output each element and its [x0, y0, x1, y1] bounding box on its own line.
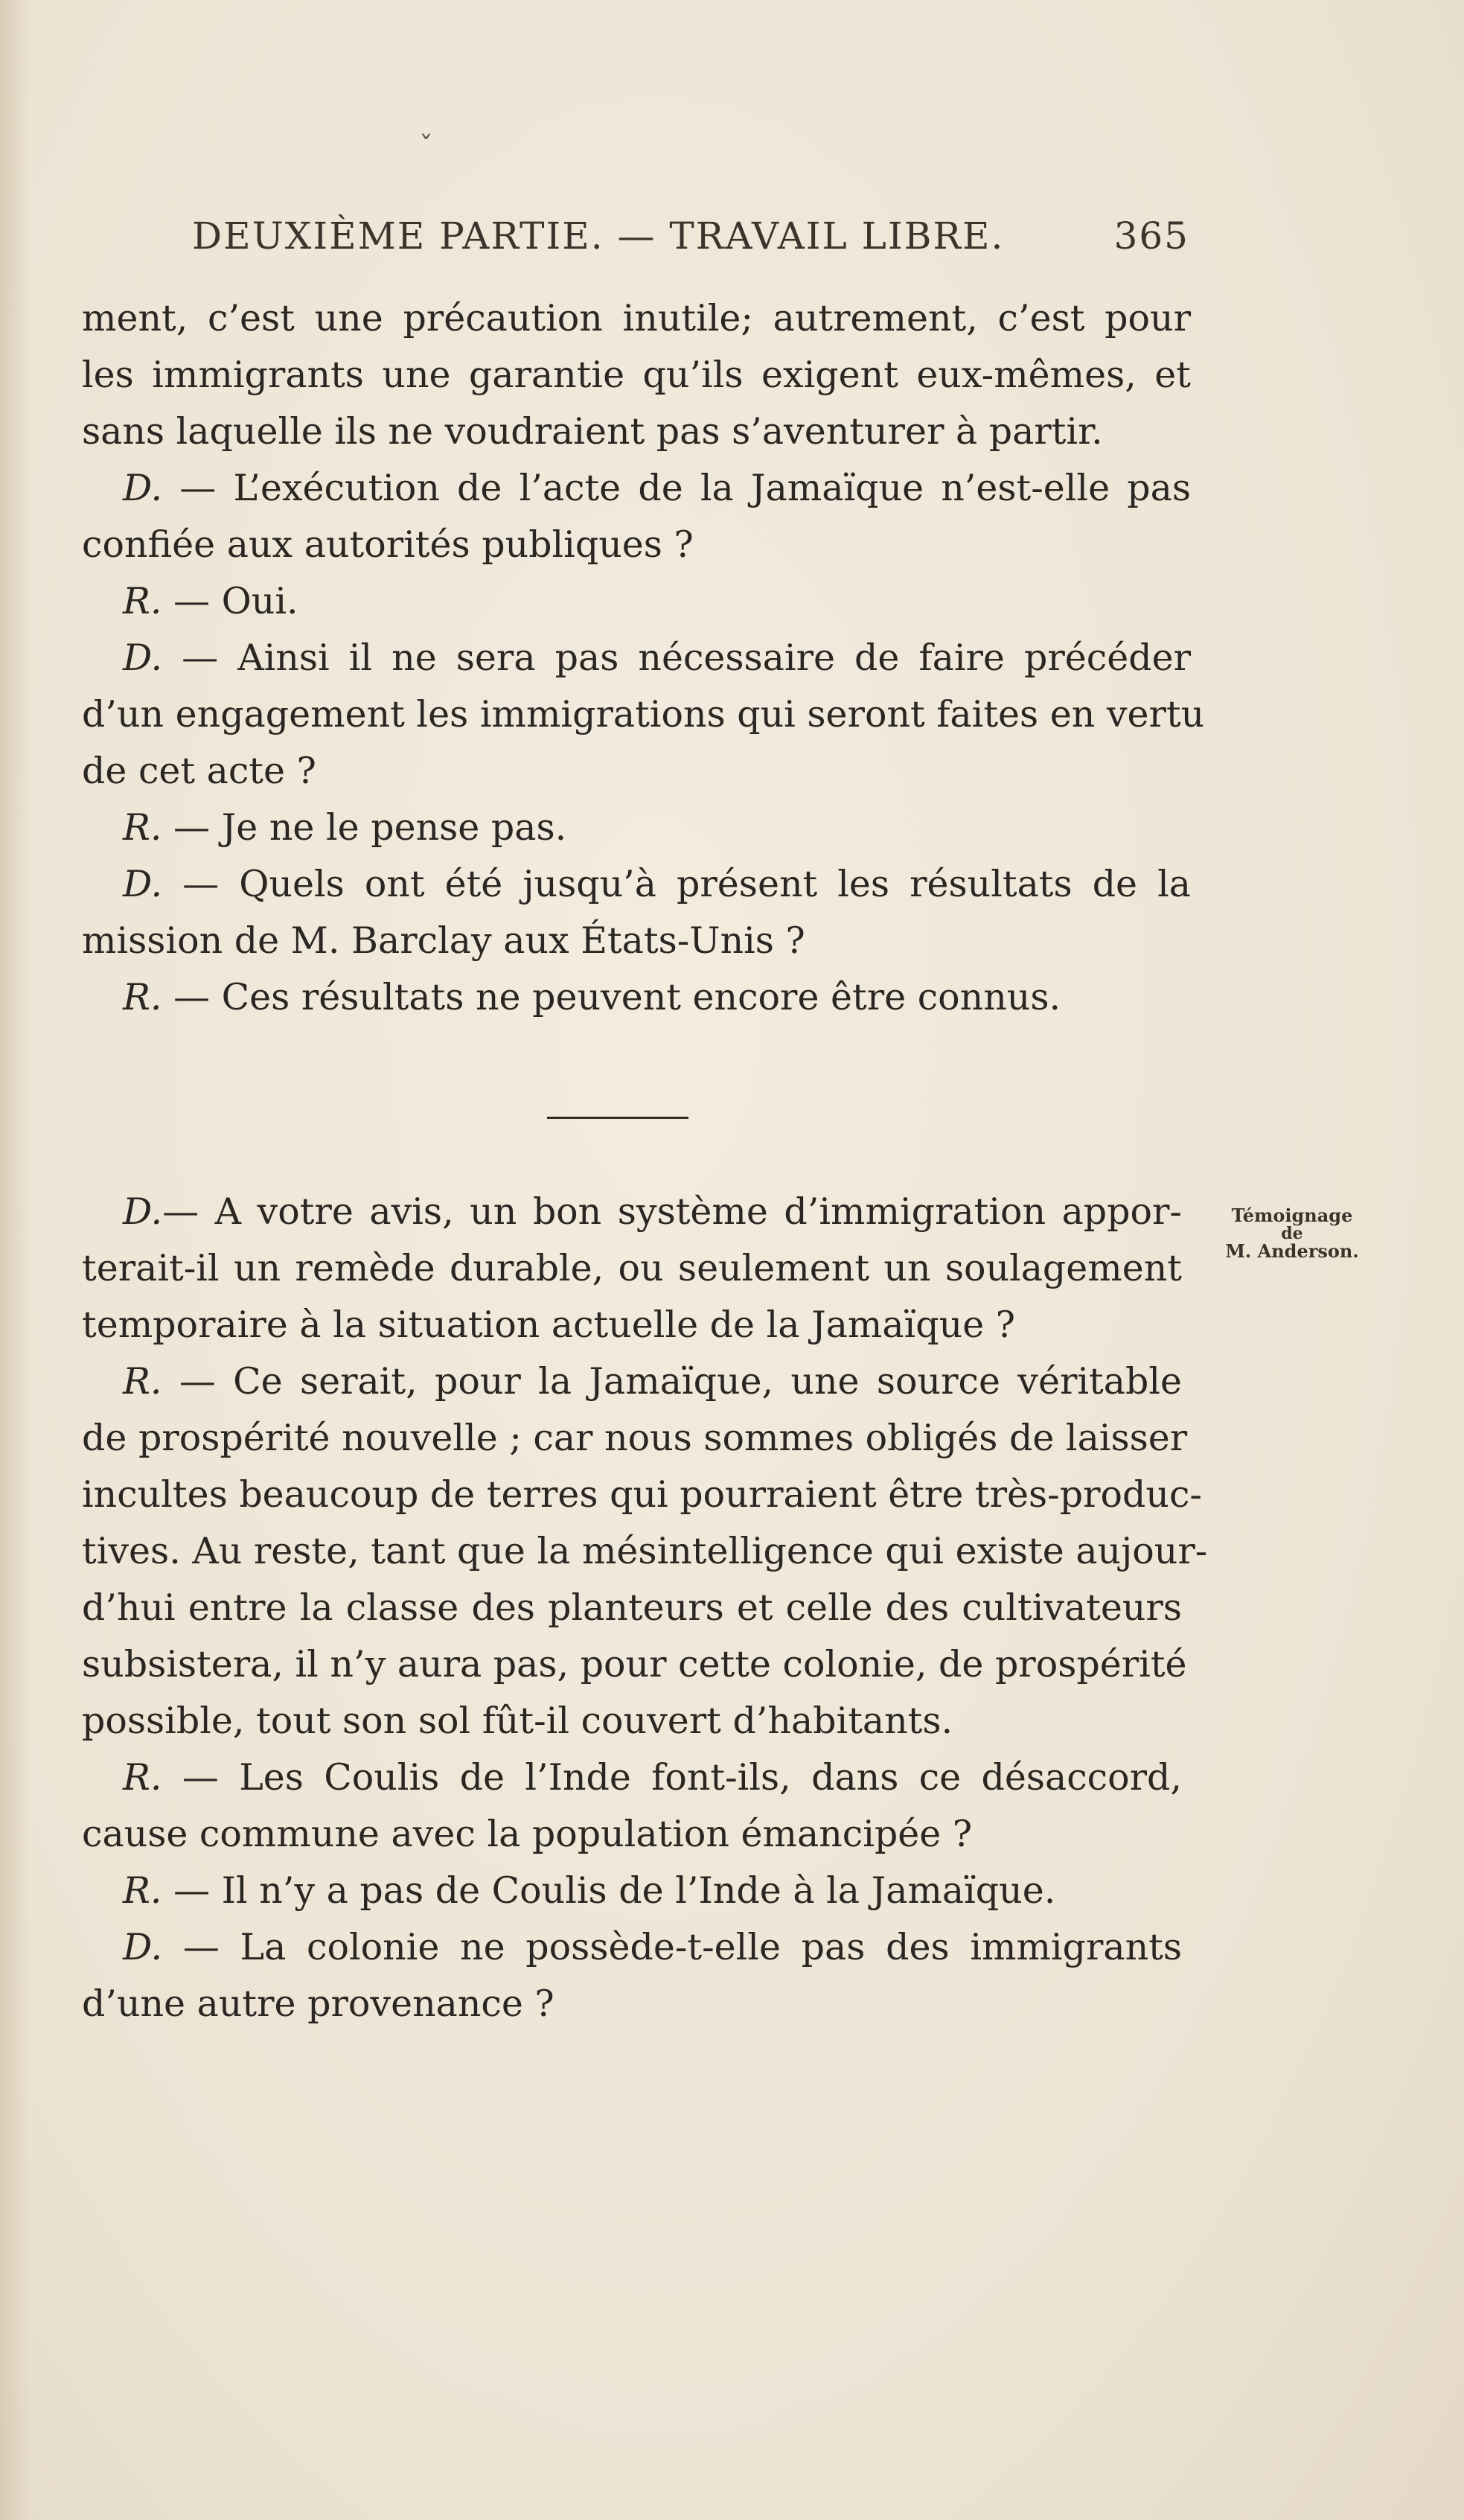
running-header: [192, 214, 1189, 267]
text-line: tives. Au reste, tant que la mésintelligence qui existe aujour-: [82, 1530, 1208, 1572]
text-line: R. — Je ne le pense pas.: [123, 806, 567, 849]
text-line: d’une autre provenance ?: [82, 1982, 554, 2025]
text-line: R. — Les Coulis de l’Inde font-ils, dans ce désaccord,: [123, 1756, 1182, 1799]
text-line: subsistera, il n’y aura pas, pour cette colonie, de prospérité: [82, 1643, 1187, 1685]
paragraph-block-1: [82, 290, 1205, 1026]
text-line: ment, c’est une précaution inutile; autrement, c’est pour: [82, 297, 1191, 339]
text-line: R. — Il n’y a pas de Coulis de l’Inde à la Jamaïque.: [123, 1869, 1056, 1912]
text-line: D. — Quels ont été jusqu’à présent les résultats de la: [123, 863, 1191, 905]
header-title: DEUXIÈME PARTIE. — TRAVAIL LIBRE.: [192, 214, 1005, 258]
text-line: confiée aux autorités publiques ?: [82, 523, 694, 566]
page-gutter-shadow: [0, 0, 30, 2520]
text-line: de prospérité nouvelle ; car nous sommes obligés de laisser: [82, 1417, 1188, 1459]
text-line: R. — Oui.: [123, 580, 298, 622]
text-line: D. — La colonie ne possède-t-elle pas des immigrants: [123, 1926, 1182, 1968]
text-line: D. — Ainsi il ne sera pas nécessaire de faire précéder: [123, 637, 1191, 679]
text-line: possible, tout son sol fût-il couvert d’habitants.: [82, 1700, 953, 1742]
text-line: mission de M. Barclay aux États-Unis ?: [82, 919, 805, 962]
margin-note-line: M. Anderson.: [1225, 1240, 1359, 1262]
text-line: R. — Ce serait, pour la Jamaïque, une source véritable: [123, 1360, 1182, 1403]
text-line: D. — L’exécution de l’acte de la Jamaïque n’est-elle pas: [123, 467, 1191, 509]
text-line: cause commune avec la population émancipée ?: [82, 1813, 973, 1855]
margin-note: [1218, 1205, 1366, 1263]
page-number: 365: [1113, 214, 1189, 258]
text-line: sans laquelle ils ne voudraient pas s’aventurer à partir.: [82, 410, 1103, 453]
text-line: D.— A votre avis, un bon système d’immigration appor-: [123, 1190, 1182, 1233]
text-line: temporaire à la situation actuelle de la Jamaïque ?: [82, 1304, 1016, 1346]
text-line: R. — Ces résultats ne peuvent encore être connus.: [123, 976, 1061, 1018]
text-line: les immigrants une garantie qu’ils exigent eux-mêmes, et: [82, 354, 1191, 396]
text-line: terait-il un remède durable, ou seulement un soulagement: [82, 1247, 1182, 1289]
margin-note-line: de: [1281, 1224, 1303, 1243]
text-line: de cet acte ?: [82, 750, 316, 792]
ink-speck: ˇ: [419, 130, 433, 163]
paragraph-block-2: [82, 1184, 1208, 2032]
text-line: d’hui entre la classe des planteurs et celle des cultivateurs: [82, 1586, 1182, 1629]
text-line: incultes beaucoup de terres qui pourraient être très-produc-: [82, 1473, 1202, 1516]
margin-note-line: Témoignage: [1231, 1205, 1353, 1226]
text-line: d’un engagement les immigrations qui seront faites en vertu: [82, 693, 1205, 736]
section-divider: [547, 1117, 688, 1119]
